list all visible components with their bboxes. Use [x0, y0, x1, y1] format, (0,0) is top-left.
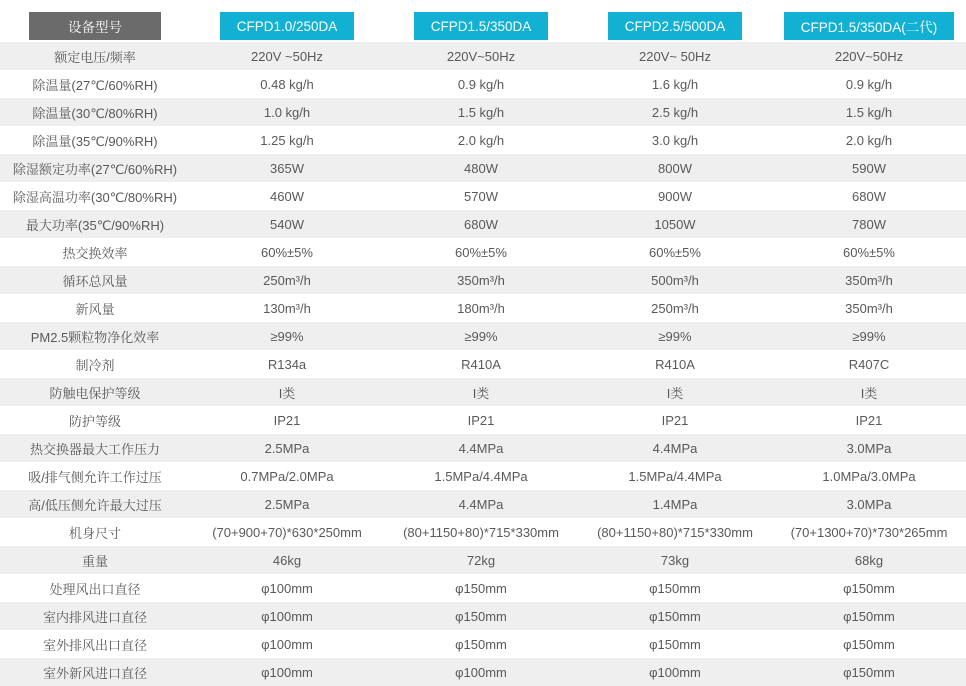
table-row — [0, 434, 966, 462]
spec-value: 800W — [658, 160, 692, 176]
spec-value: 0.48 kg/h — [260, 76, 314, 92]
spec-value: 3.0MPa — [846, 440, 892, 456]
spec-value: 1.5MPa/4.4MPa — [434, 468, 528, 484]
spec-value: 1.5MPa/4.4MPa — [628, 468, 722, 484]
model-header-badge: CFPD1.0/250DA — [220, 12, 355, 40]
spec-value: 570W — [464, 188, 498, 204]
spec-label: 防护等级 — [68, 413, 121, 429]
table-row — [0, 490, 966, 518]
spec-value: 4.4MPa — [458, 496, 504, 512]
table-row — [0, 322, 966, 350]
spec-value: 350m³/h — [845, 300, 893, 316]
spec-label: PM2.5颗粒物净化效率 — [30, 329, 160, 345]
spec-label: 室外排风出口直径 — [42, 637, 147, 653]
model-header-badge: CFPD2.5/500DA — [608, 12, 743, 40]
spec-value: φ150mm — [843, 608, 895, 624]
spec-value: 46kg — [272, 552, 302, 568]
table-row — [0, 294, 966, 322]
spec-value: (80+1150+80)*715*330mm — [597, 524, 753, 540]
spec-value: R410A — [655, 356, 695, 372]
device-model-header-cell — [0, 12, 190, 42]
spec-value: φ150mm — [649, 636, 701, 652]
spec-value: 1.6 kg/h — [651, 76, 699, 92]
table-row — [0, 602, 966, 630]
spec-value: 250m³/h — [651, 300, 699, 316]
spec-value: 460W — [270, 188, 304, 204]
table-row — [0, 98, 966, 126]
spec-value: φ150mm — [455, 580, 507, 596]
spec-value: φ150mm — [455, 636, 507, 652]
spec-value: I类 — [472, 385, 490, 401]
spec-value: 68kg — [854, 552, 884, 568]
spec-label: 吸/排气侧允许工作过压 — [28, 469, 162, 485]
spec-label: 高/低压侧允许最大过压 — [28, 497, 162, 513]
spec-value: 220V~ 50Hz — [639, 48, 711, 64]
model-header-badge: CFPD1.5/350DA(二代) — [784, 12, 955, 40]
spec-value: 680W — [852, 188, 886, 204]
table-row — [0, 182, 966, 210]
spec-value: 1.5 kg/h — [845, 104, 893, 120]
spec-label: 处理风出口直径 — [49, 581, 141, 597]
device-model-header: 设备型号 — [29, 12, 161, 40]
spec-value: 220V ~50Hz — [251, 48, 323, 64]
spec-value: 1.0MPa/3.0MPa — [822, 468, 916, 484]
spec-value: 365W — [270, 160, 304, 176]
spec-value: ≥99% — [852, 328, 886, 344]
spec-value: 4.4MPa — [458, 440, 504, 456]
spec-value: 72kg — [466, 552, 496, 568]
spec-value: 3.0 kg/h — [651, 132, 699, 148]
model-header-cell — [384, 12, 578, 42]
spec-value: φ100mm — [261, 580, 313, 596]
spec-label: 除湿额定功率(27℃/60%RH) — [12, 161, 178, 177]
spec-value: ≥99% — [464, 328, 498, 344]
table-row — [0, 266, 966, 294]
spec-label: 循环总风量 — [62, 273, 128, 289]
table-row — [0, 546, 966, 574]
spec-value: 350m³/h — [845, 272, 893, 288]
spec-label: 重量 — [81, 553, 108, 569]
table-body — [0, 42, 966, 686]
spec-value: I类 — [666, 385, 684, 401]
spec-value: φ100mm — [261, 664, 313, 680]
spec-value: R407C — [848, 356, 890, 372]
spec-value: 0.7MPa/2.0MPa — [240, 468, 334, 484]
table-header-row — [0, 0, 966, 42]
table-row — [0, 518, 966, 546]
spec-value: 60%±5% — [455, 244, 507, 260]
spec-value: ≥99% — [270, 328, 304, 344]
spec-value: φ100mm — [261, 608, 313, 624]
spec-value: 500m³/h — [651, 272, 699, 288]
spec-value: φ150mm — [843, 580, 895, 596]
spec-value: 2.5MPa — [264, 496, 310, 512]
spec-value: φ150mm — [649, 608, 701, 624]
spec-value: 220V~50Hz — [446, 48, 516, 64]
table-row — [0, 126, 966, 154]
spec-label: 除温量(30℃/80%RH) — [32, 105, 158, 121]
spec-label: 室外新风进口直径 — [42, 665, 147, 681]
spec-value: IP21 — [855, 412, 883, 428]
spec-value: R134a — [267, 356, 307, 372]
table-row — [0, 154, 966, 182]
spec-value: φ150mm — [843, 636, 895, 652]
spec-value: 130m³/h — [263, 300, 311, 316]
spec-value: 60%±5% — [261, 244, 313, 260]
table-row — [0, 42, 966, 70]
table-row — [0, 574, 966, 602]
spec-label: 制冷剂 — [75, 357, 115, 373]
spec-value: 1.4MPa — [652, 496, 698, 512]
spec-value: φ100mm — [261, 636, 313, 652]
spec-value: 2.0 kg/h — [457, 132, 505, 148]
spec-value: 2.0 kg/h — [845, 132, 893, 148]
table-row — [0, 378, 966, 406]
spec-value: 180m³/h — [457, 300, 505, 316]
model-header-badge: CFPD1.5/350DA — [414, 12, 549, 40]
spec-value: 480W — [464, 160, 498, 176]
table-row — [0, 350, 966, 378]
spec-value: 0.9 kg/h — [457, 76, 505, 92]
spec-value: 220V~50Hz — [834, 48, 904, 64]
spec-value: IP21 — [467, 412, 495, 428]
model-header-cell — [190, 12, 384, 42]
spec-value: IP21 — [273, 412, 301, 428]
spec-value: φ150mm — [649, 580, 701, 596]
model-header-cell — [772, 12, 966, 42]
spec-value: I类 — [278, 385, 296, 401]
table-row — [0, 658, 966, 686]
spec-value: φ150mm — [455, 608, 507, 624]
spec-value: 3.0MPa — [846, 496, 892, 512]
spec-value: 1.25 kg/h — [260, 132, 314, 148]
spec-value: φ100mm — [455, 664, 507, 680]
model-header-cell — [578, 12, 772, 42]
spec-value: (70+900+70)*630*250mm — [212, 524, 362, 540]
spec-value: 900W — [658, 188, 692, 204]
spec-value: 60%±5% — [843, 244, 895, 260]
table-row — [0, 462, 966, 490]
spec-value: 60%±5% — [649, 244, 701, 260]
spec-label: 室内排风进口直径 — [42, 609, 147, 625]
spec-label: 额定电压/频率 — [54, 49, 136, 65]
spec-value: 2.5MPa — [264, 440, 310, 456]
table-row — [0, 630, 966, 658]
spec-value: ≥99% — [658, 328, 692, 344]
spec-value: φ150mm — [843, 664, 895, 680]
spec-value: 780W — [852, 216, 886, 232]
spec-label: 最大功率(35℃/90%RH) — [25, 217, 165, 233]
spec-value: (70+1300+70)*730*265mm — [790, 524, 948, 540]
spec-value: (80+1150+80)*715*330mm — [403, 524, 559, 540]
spec-value: 2.5 kg/h — [651, 104, 699, 120]
spec-value: 4.4MPa — [652, 440, 698, 456]
spec-value: 680W — [464, 216, 498, 232]
spec-value: 540W — [270, 216, 304, 232]
spec-label: 防触电保护等级 — [49, 385, 141, 401]
table-row — [0, 238, 966, 266]
spec-value: 590W — [852, 160, 886, 176]
spec-label: 热交换器最大工作压力 — [29, 441, 160, 457]
spec-label: 机身尺寸 — [68, 525, 121, 541]
spec-label: 除温量(27℃/60%RH) — [32, 77, 158, 93]
spec-value: φ100mm — [649, 664, 701, 680]
spec-value: 250m³/h — [263, 272, 311, 288]
spec-value: 1050W — [654, 216, 696, 232]
spec-label: 新风量 — [75, 301, 115, 317]
spec-value: 1.5 kg/h — [457, 104, 505, 120]
spec-value: I类 — [860, 385, 878, 401]
table-row — [0, 70, 966, 98]
spec-label: 热交换效率 — [62, 245, 128, 261]
spec-value: 350m³/h — [457, 272, 505, 288]
spec-label: 除温量(35℃/90%RH) — [32, 133, 158, 149]
spec-label: 除湿高温功率(30℃/80%RH) — [12, 189, 178, 205]
table-row — [0, 210, 966, 238]
table-row — [0, 406, 966, 434]
spec-value: 1.0 kg/h — [263, 104, 311, 120]
spec-value: R410A — [461, 356, 501, 372]
spec-value: 0.9 kg/h — [845, 76, 893, 92]
spec-value: IP21 — [661, 412, 689, 428]
spec-value: 73kg — [660, 552, 690, 568]
